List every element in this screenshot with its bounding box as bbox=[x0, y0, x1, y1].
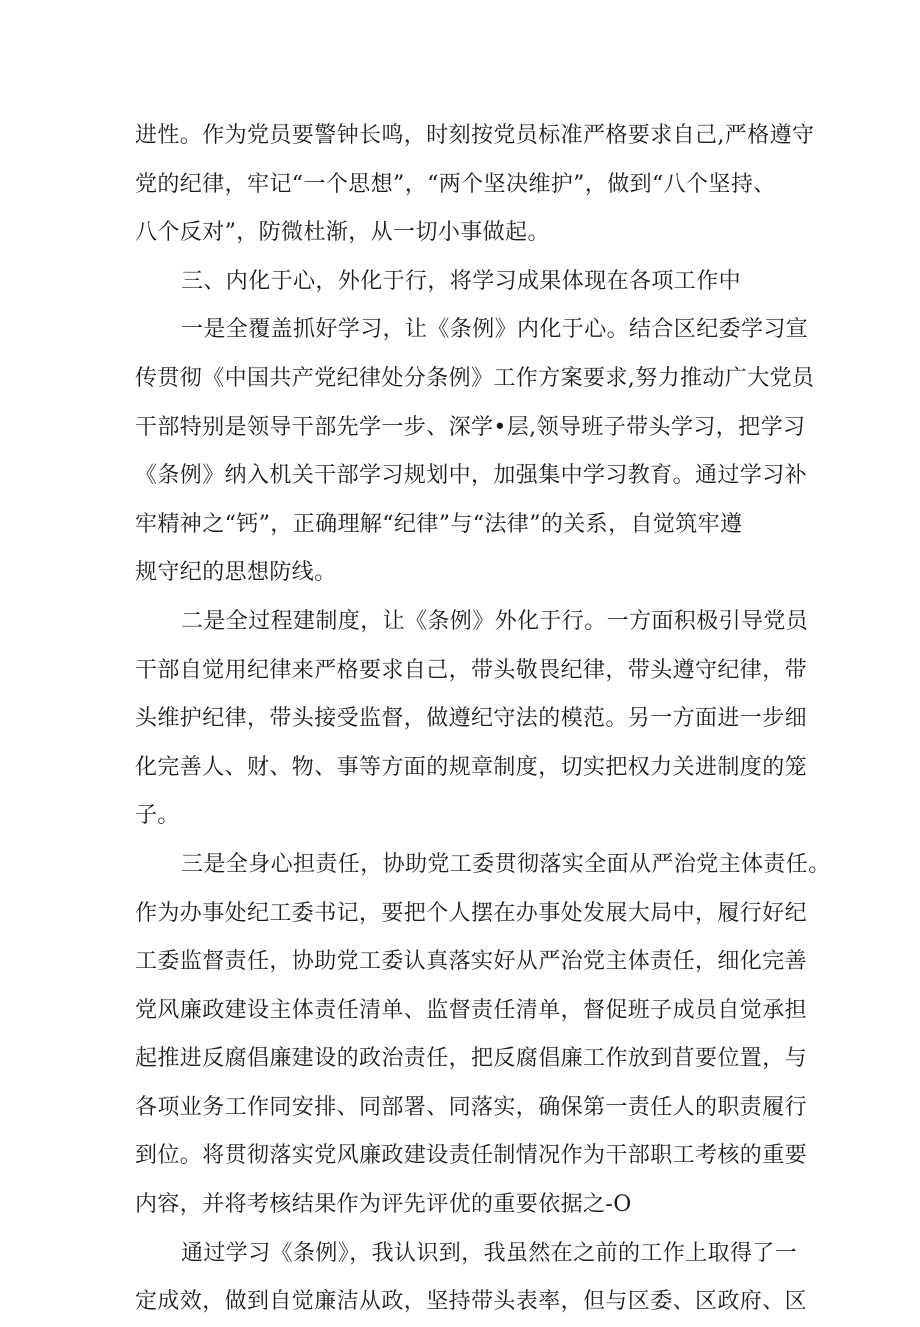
text-line: 起推进反腐倡廉建设的政治责任，把反腐倡廉工作放到苜要位置，与 bbox=[135, 1046, 808, 1072]
paragraph-continuation bbox=[135, 112, 815, 258]
text-line: 规守纪的思想防线。 bbox=[135, 560, 337, 586]
text-line: 内容，并将考核结果作为评先评优的重要依据之-O bbox=[135, 1192, 632, 1218]
text-line: 牢精神之“钙”，正确理解“纪律”与“法律”的关系，自觉筑牢遵 bbox=[135, 511, 743, 537]
text-line: 党的纪律，牢记“一个思想”，“两个坚决维护”，做到“八个坚持、 bbox=[135, 171, 776, 197]
text-line: 工委监督责任，协助党工委认真落实好从严治党主体责任，细化完善 bbox=[135, 949, 808, 975]
paragraph-item-1 bbox=[135, 306, 815, 598]
text-line: 《条例》纳入机关干部学习规划中，加强集中学习教育。通过学习补 bbox=[135, 463, 808, 489]
section-heading-text: 三、内化于心，外化于行，将学习成果体现在各项工作中 bbox=[181, 268, 742, 294]
section-heading bbox=[135, 258, 805, 307]
text-line: 到位。将贯彻落实党风廉政建设责任制情况作为干部职工考核的重要 bbox=[135, 1143, 808, 1169]
text-line: 进性。作为党员要警钟长鸣，时刻按党员标准严格要求自己,严格遵守 bbox=[135, 123, 815, 148]
text-line: 化完善人、财、物、事等方面的规章制度，切实把权力关进制度的笼 bbox=[135, 754, 808, 780]
text-line: 子。 bbox=[135, 803, 180, 829]
text-line: 二是全过程建制度，让《条例》外化于行。一方面积极引导党员 bbox=[181, 608, 809, 634]
text-line: 三是全身心担责任，协助党工委贯彻落实全面从严治党主体责任。 bbox=[181, 851, 831, 877]
text-line: 定成效，做到自觉廉洁从政，坚持带头表率，但与区委、区政府、区 bbox=[135, 1289, 808, 1315]
text-line: 通过学习《条例》，我认识到，我虽然在之前的工作上取得了一 bbox=[181, 1240, 798, 1266]
paragraph-item-2 bbox=[135, 598, 809, 841]
text-line: 八个反对”，防微杜渐，从一切小事做起。 bbox=[135, 220, 550, 246]
text-line: 干部自觉用纪律来严格要求自己，带头敬畏纪律，带头遵守纪律，带 bbox=[135, 657, 808, 683]
document-body bbox=[135, 112, 831, 1327]
paragraph-reflection bbox=[135, 1230, 808, 1327]
text-line: 传贯彻《中国共产党纪律处分条例》工作方案要求,努力推动广大党员 bbox=[135, 365, 815, 391]
text-line: 党风廉政建设主体责任清单、监督责任清单，督促班子成员自觉承担 bbox=[135, 997, 808, 1023]
text-line: 各项业务工作同安排、同部署、同落实，确保第一责任人的职责履行 bbox=[135, 1094, 808, 1120]
text-line: 一是全覆盖抓好学习，让《条例》内化于心。结合区纪委学习宣 bbox=[181, 317, 809, 343]
paragraph-item-3 bbox=[135, 841, 831, 1230]
text-line: 作为办事处纪工委书记，要把个人摆在办事处发展大局中，履行好纪 bbox=[135, 900, 808, 926]
text-line: 头维护纪律，带头接受监督，做遵纪守法的模范。另一方面进一步细 bbox=[135, 706, 808, 732]
text-line: 干部特别是领导干部先学一步、深学•层,领导班子带头学习，把学习 bbox=[135, 414, 806, 440]
